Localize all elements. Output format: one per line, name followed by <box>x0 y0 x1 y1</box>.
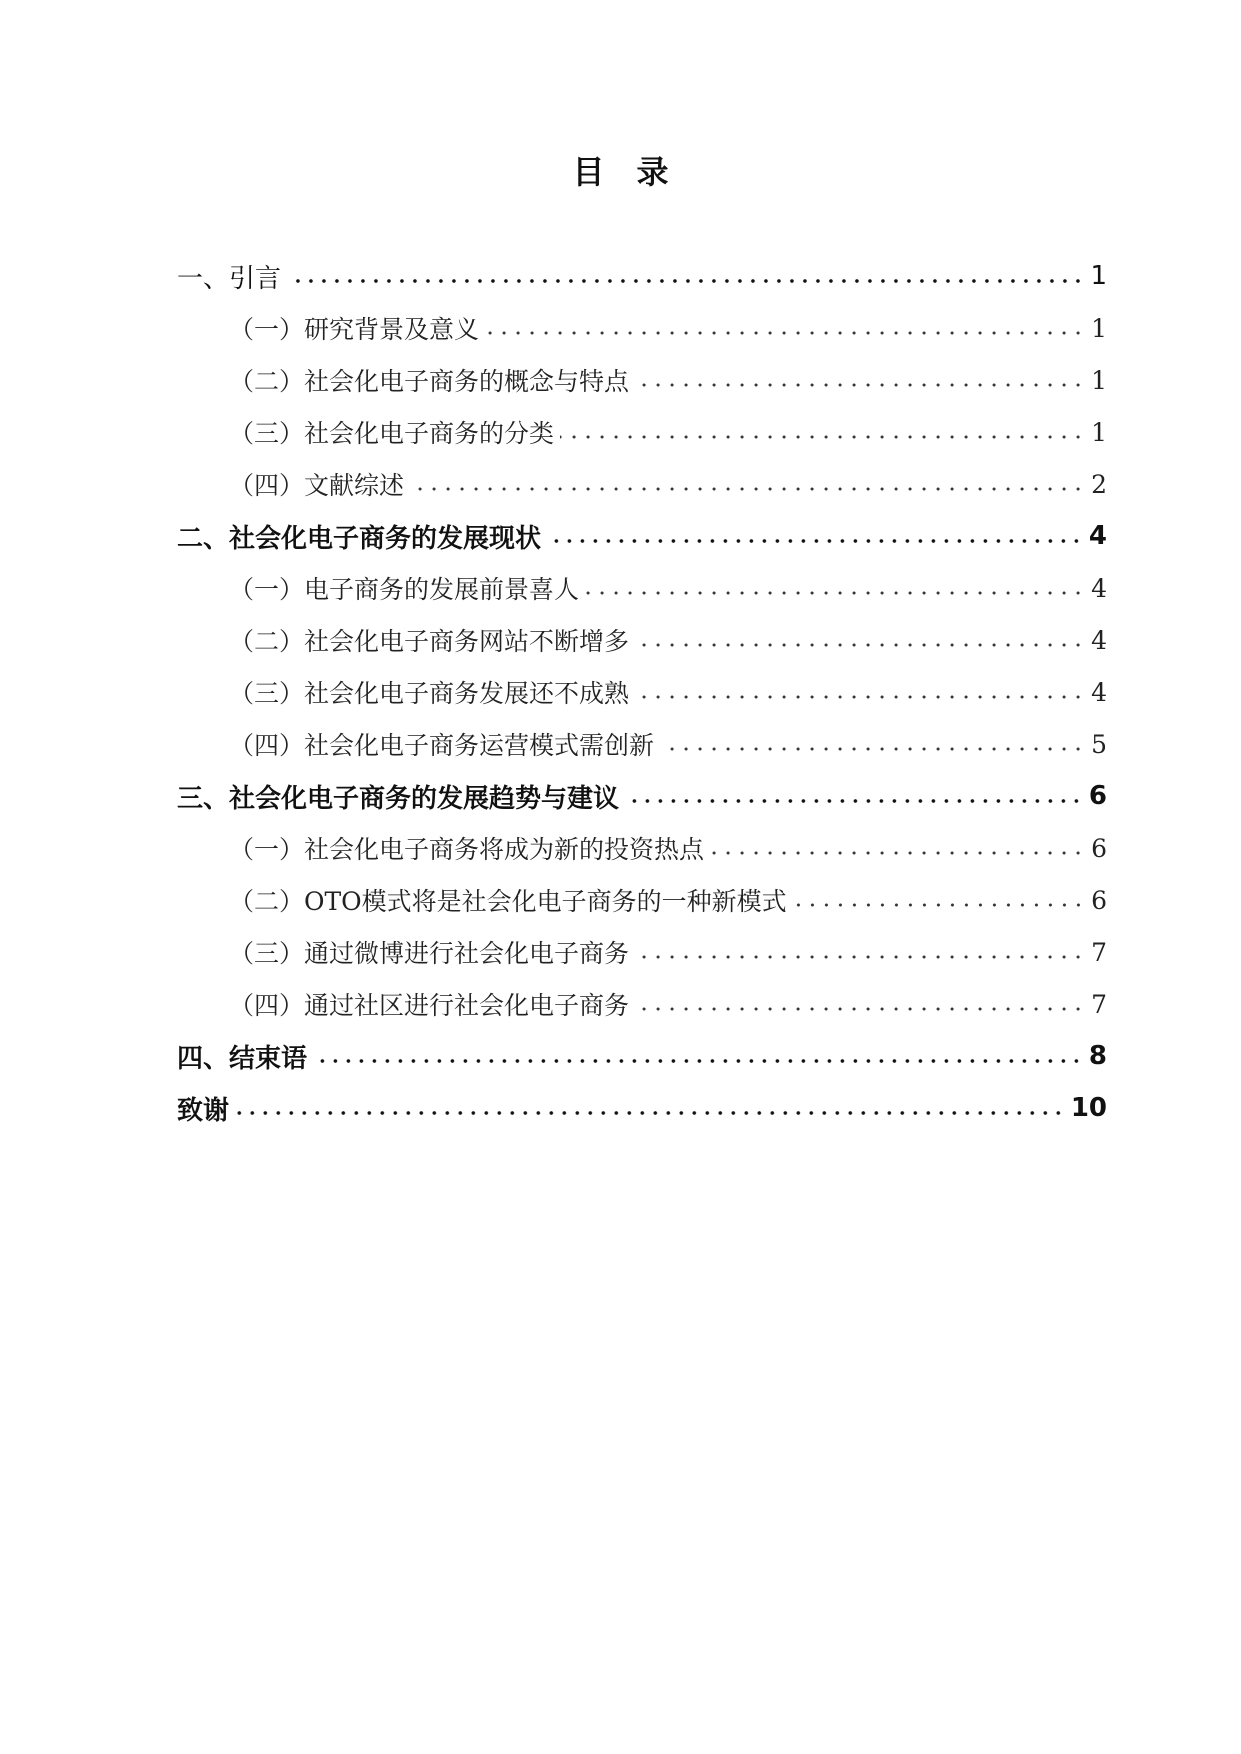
dot-leader <box>635 695 1085 699</box>
dot-leader <box>287 279 1084 283</box>
toc-entry-page: 1 <box>1091 313 1107 343</box>
dot-leader <box>635 955 1085 959</box>
page-title <box>0 152 1241 192</box>
toc-entry[interactable] <box>177 1030 1107 1082</box>
toc-entry-label: （二）社会化电子商务的概念与特点 <box>229 367 630 396</box>
dot-leader <box>793 903 1085 907</box>
toc-entry-label: （一）社会化电子商务将成为新的投资热点 <box>229 835 705 864</box>
toc-entry-page: 2 <box>1091 469 1107 499</box>
toc-entry-label: 二、社会化电子商务的发展现状 <box>177 523 542 554</box>
toc-entry-page: 1 <box>1091 365 1107 395</box>
toc-entry-label: 四、结束语 <box>177 1043 308 1074</box>
dot-leader <box>313 1059 1083 1063</box>
toc-entry[interactable] <box>177 926 1107 978</box>
dot-leader <box>625 799 1083 803</box>
toc-entry-page: 1 <box>1091 417 1107 447</box>
toc-entry-page: 6 <box>1091 833 1107 863</box>
toc-entry[interactable] <box>177 510 1107 562</box>
toc-entry-label: （三）社会化电子商务发展还不成熟 <box>229 679 630 708</box>
dot-leader <box>560 435 1085 439</box>
dot-leader <box>660 747 1085 751</box>
toc-entry-page: 4 <box>1091 625 1107 655</box>
toc-entry[interactable] <box>177 770 1107 822</box>
toc-entry[interactable] <box>177 562 1107 614</box>
dot-leader <box>710 851 1085 855</box>
dot-leader <box>235 1111 1065 1115</box>
toc-entry-page: 4 <box>1091 573 1107 603</box>
dot-leader <box>585 591 1085 595</box>
toc-entry-label: 一、引言 <box>177 263 282 294</box>
dot-leader <box>547 539 1083 543</box>
toc-entry[interactable] <box>177 718 1107 770</box>
page-title-part-2: 录 <box>636 153 669 191</box>
toc-entry-page: 7 <box>1091 937 1107 967</box>
dot-leader <box>635 383 1085 387</box>
page-title-part-1: 目 <box>572 153 605 191</box>
toc-entry[interactable] <box>177 1082 1107 1134</box>
toc-entry-page: 8 <box>1088 1041 1107 1071</box>
toc-entry[interactable] <box>177 406 1107 458</box>
toc-entry[interactable] <box>177 978 1107 1030</box>
dot-leader <box>635 1007 1085 1011</box>
toc-entry-label: 致谢 <box>177 1095 230 1126</box>
toc-entry-page: 5 <box>1091 729 1107 759</box>
toc-entry-page: 6 <box>1091 885 1107 915</box>
toc-entry-page: 7 <box>1091 989 1107 1019</box>
dot-leader <box>485 331 1085 335</box>
toc-entry-label: （三）社会化电子商务的分类 <box>229 419 555 448</box>
toc-entry-label: （四）文献综述 <box>229 471 405 500</box>
toc-entry[interactable] <box>177 822 1107 874</box>
toc-entry[interactable] <box>177 250 1107 302</box>
dot-leader <box>410 487 1085 491</box>
toc-entry[interactable] <box>177 302 1107 354</box>
toc-entry-label: （三）通过微博进行社会化电子商务 <box>229 939 630 968</box>
toc-entry-label: （四）社会化电子商务运营模式需创新 <box>229 731 655 760</box>
toc-entry[interactable] <box>177 614 1107 666</box>
toc-entry[interactable] <box>177 354 1107 406</box>
toc-entry-label: （四）通过社区进行社会化电子商务 <box>229 991 630 1020</box>
toc-entry-page: 4 <box>1088 521 1107 551</box>
toc-entry[interactable] <box>177 666 1107 718</box>
toc-entry[interactable] <box>177 874 1107 926</box>
toc-entry-label: （二）社会化电子商务网站不断增多 <box>229 627 630 656</box>
table-of-contents <box>177 250 1107 1134</box>
toc-entry-label: 三、社会化电子商务的发展趋势与建议 <box>177 783 620 814</box>
toc-entry-label: （一）电子商务的发展前景喜人 <box>229 575 580 604</box>
toc-entry-label: （二）OTO模式将是社会化电子商务的一种新模式 <box>229 887 787 916</box>
toc-entry-page: 6 <box>1088 781 1107 811</box>
dot-leader <box>635 643 1085 647</box>
toc-entry-label: （一）研究背景及意义 <box>229 315 480 344</box>
toc-entry-page: 1 <box>1090 261 1107 291</box>
toc-entry-page: 10 <box>1070 1093 1107 1123</box>
toc-entry[interactable] <box>177 458 1107 510</box>
toc-entry-page: 4 <box>1091 677 1107 707</box>
